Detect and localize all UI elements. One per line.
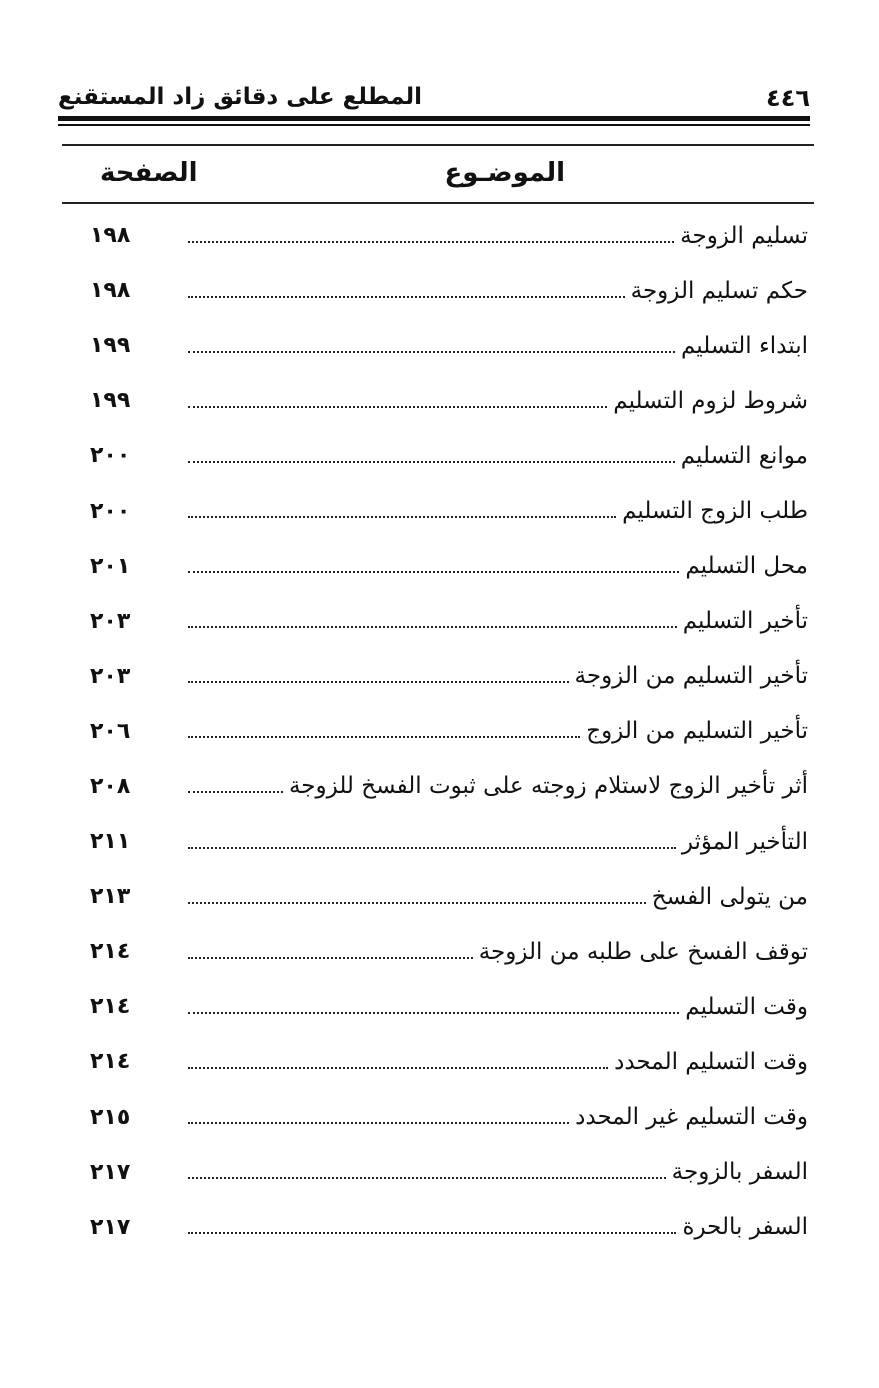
toc-entry-page: ١٩٨ [90,278,131,304]
toc-entry-page: ٢٠١ [90,553,131,579]
toc-entry-page: ٢٠٦ [90,718,131,744]
dot-leader [188,1122,569,1124]
toc-entry [90,1034,808,1089]
toc-entry-title: تأخير التسليم [682,608,808,635]
toc-entry-title: حكم تسليم الزوجة [630,277,808,304]
toc-entry-page: ١٩٨ [90,223,131,249]
toc-entry-title: طلب الزوج التسليم [622,498,808,525]
toc-entry-title: التأخير المؤثر [681,828,808,855]
toc-entry [90,814,808,869]
toc-entry-title: تأخير التسليم من الزوجة [574,663,808,690]
page-number: ٤٤٦ [766,84,810,112]
column-heading-topic: الموضـوع [444,158,565,188]
toc-entry-page: ١٩٩ [90,333,131,359]
toc-entry-page: ٢١٧ [90,1214,131,1240]
toc-entry-title: السفر بالزوجة [671,1159,808,1186]
toc-entry-title: تأخير التسليم من الزوج [586,718,808,745]
toc-entry-page: ٢١٥ [90,1104,131,1130]
toc-entry-title: أثر تأخير الزوج لاستلام زوجته على ثبوت الفسخ للزوجة [288,773,808,800]
toc-entry-title: من يتولى الفسخ [651,883,808,910]
dot-leader [188,1012,679,1014]
toc-entry-page: ٢١٧ [90,1159,131,1185]
dot-leader [188,957,473,959]
toc-entry [90,428,808,483]
dot-leader [188,516,616,518]
dot-leader [188,626,677,628]
toc-entry [90,869,808,924]
toc-entry-page: ٢٠٠ [90,443,131,469]
toc-entry-page: ٢١٤ [90,994,131,1020]
dot-leader [188,791,283,793]
dot-leader [188,571,679,573]
toc-entry [90,759,808,814]
toc-entry [90,208,808,263]
header-rule-thick [58,116,810,121]
running-header [58,74,810,114]
toc-entry [90,1090,808,1145]
toc-entry-page: ١٩٩ [90,388,131,414]
toc-entry-page: ٢٠٣ [90,663,131,689]
dot-leader [188,241,674,243]
toc-entry [90,373,808,428]
header-rule-thin [58,124,810,126]
toc-entry-title: محل التسليم [685,553,808,580]
toc-entry-title: شروط لزوم التسليم [613,387,808,414]
column-heading-page: الصفحة [100,158,198,188]
toc-entry [90,924,808,979]
dot-leader [188,736,580,738]
toc-entry [90,1200,808,1255]
toc-entry [90,263,808,318]
dot-leader [188,461,675,463]
toc-entry-page: ٢١٤ [90,939,131,965]
toc-entry-title: ابتداء التسليم [680,332,808,359]
toc-list [90,208,808,1255]
dot-leader [188,1177,666,1179]
dot-leader [188,902,646,904]
dot-leader [188,847,676,849]
dot-leader [188,681,569,683]
dot-leader [188,296,625,298]
dot-leader [188,1232,676,1234]
book-title: المطلع على دقائق زاد المستقنع [58,84,423,110]
columns-top-rule [62,144,814,146]
toc-entry [90,649,808,704]
toc-entry-page: ٢١١ [90,829,131,855]
toc-entry-title: تسليم الزوجة [680,222,808,249]
toc-entry [90,1145,808,1200]
toc-entry-title: وقت التسليم غير المحدد [575,1104,808,1131]
toc-entry [90,704,808,759]
toc-entry-title: توقف الفسخ على طلبه من الزوجة [478,938,808,965]
toc-entry [90,594,808,649]
dot-leader [188,406,607,408]
toc-entry [90,979,808,1034]
dot-leader [188,351,675,353]
toc-entry-title: السفر بالحرة [682,1214,808,1241]
toc-entry [90,318,808,373]
toc-entry-title: موانع التسليم [680,442,808,469]
toc-entry-page: ٢١٣ [90,884,131,910]
toc-entry [90,483,808,538]
toc-entry-page: ٢٠٨ [90,773,131,799]
toc-entry-page: ٢١٤ [90,1049,131,1075]
dot-leader [188,1067,608,1069]
toc-entry-page: ٢٠٠ [90,498,131,524]
toc-entry-page: ٢٠٣ [90,608,131,634]
toc-entry-title: وقت التسليم [685,993,808,1020]
toc-entry-title: وقت التسليم المحدد [614,1048,808,1075]
columns-bottom-rule [62,202,814,204]
toc-entry [90,539,808,594]
